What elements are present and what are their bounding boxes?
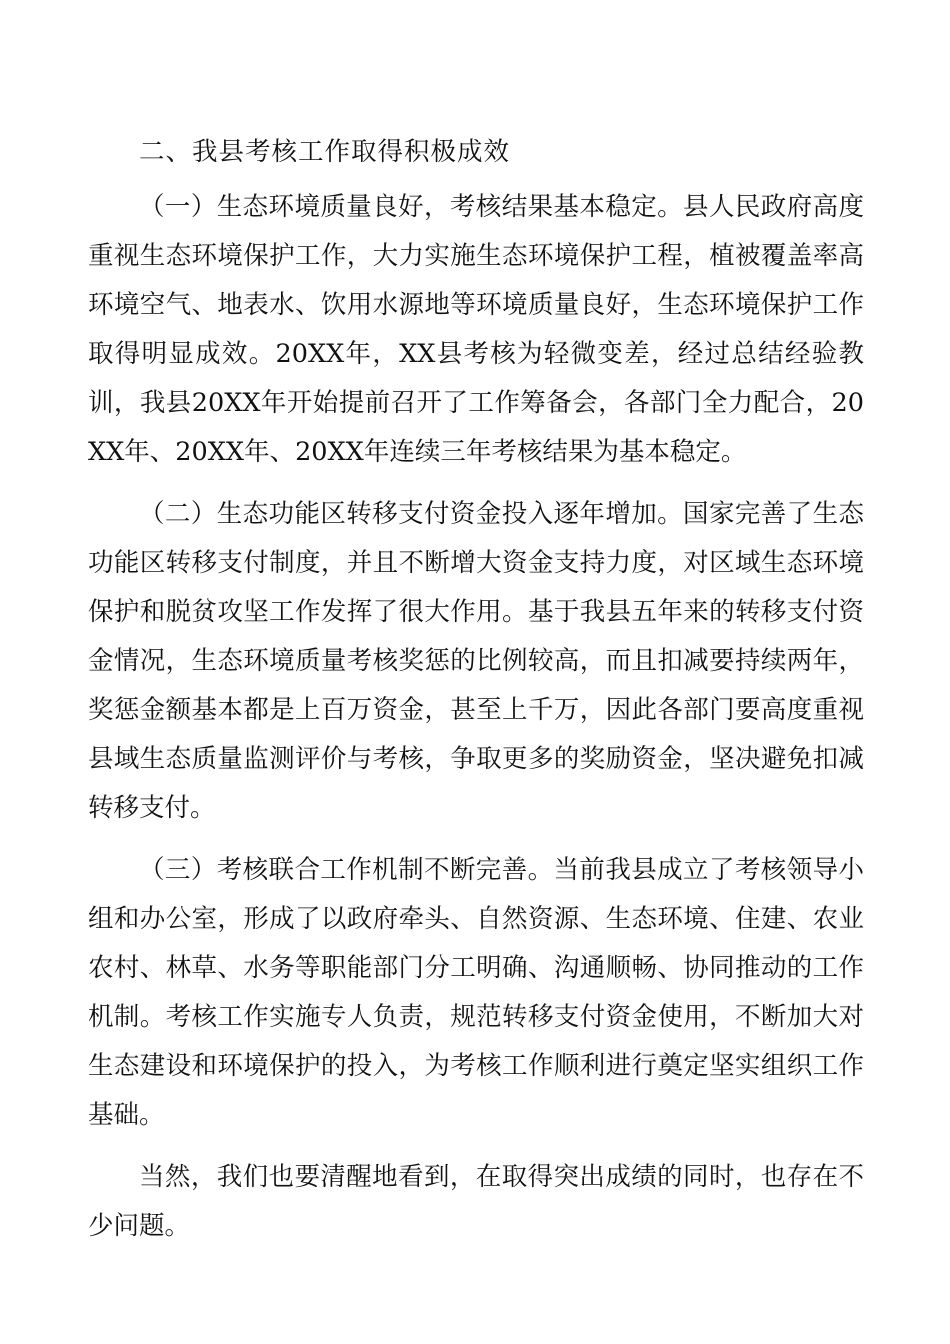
- section-heading: 二、我县考核工作取得积极成效: [139, 137, 511, 167]
- paragraph-joint-mechanism: （三）考核联合工作机制不断完善。当前我县成立了考核领导小组和办公室，形成了以政府牵头、自然资源、生态环境、住建、农业农村、林草、水务等职能部门分工明确、沟通顺畅、协同推动的工作机制。考核工作实施专人负责，规范转移支付资金使用，不断加大对生态建设和环境保护的投入，为考核工作顺利进行奠定坚实组织工作基础。: [88, 855, 864, 1130]
- document-body: [88, 128, 864, 1264]
- paragraph-ecology-quality: （一）生态环境质量良好，考核结果基本稳定。县人民政府高度重视生态环境保护工作，大力实施生态环境保护工程，植被覆盖率高环境空气、地表水、饮用水源地等环境质量良好，生态环境保护工作取得明显成效。20XX年，XX县考核为轻微变差，经过总结经验教训，我县20XX年开始提前召开了工作筹备会，各部门全力配合，20XX年、20XX年、20XX年连续三年考核结果为基本稳定。: [88, 192, 864, 467]
- paragraph-problems: 当然，我们也要清醒地看到，在取得突出成绩的同时，也存在不少问题。: [88, 1162, 864, 1241]
- paragraph-transfer-payment: （二）生态功能区转移支付资金投入逐年增加。国家完善了生态功能区转移支付制度，并且不断增大资金支持力度，对区域生态环境保护和脱贫攻坚工作发挥了很大作用。基于我县五年来的转移支付资金情况，生态环境质量考核奖惩的比例较高，而且扣减要持续两年，奖惩金额基本都是上百万资金，甚至上千万，因此各部门要高度重视县域生态质量监测评价与考核，争取更多的奖励资金，坚决避免扣减转移支付。: [88, 499, 864, 823]
